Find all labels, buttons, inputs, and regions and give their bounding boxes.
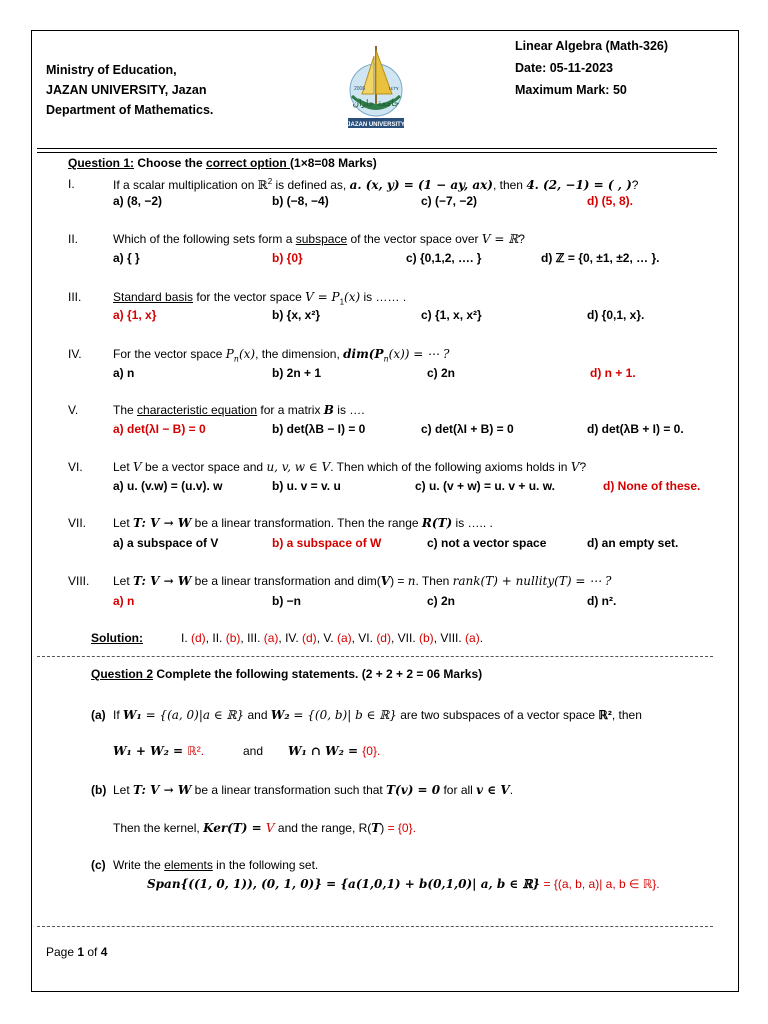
- part-a-answers: W₁ + W₂ = ℝ².: [113, 744, 205, 758]
- option-b: b) {x, x²}: [272, 308, 321, 322]
- institution-block: [46, 60, 213, 120]
- option-b: b) 2n + 1: [272, 366, 322, 380]
- option-d: d) ℤ = {0, ±1, ±2, … }.: [541, 251, 660, 265]
- logo-year-right: ١٤٢٧: [388, 86, 399, 92]
- exam-page: [31, 30, 739, 992]
- question-1-label: Question 1:: [68, 156, 135, 170]
- option-b: b) −n: [272, 594, 301, 608]
- option-a: a) a subspace of V: [113, 536, 219, 550]
- item-number: V.: [68, 403, 79, 417]
- option-c: c) {0,1,2, …. }: [406, 251, 482, 265]
- part-b-statement: Let T: V → W be a linear transformation such that T(v) = 0 for all v ∈ V.: [113, 783, 514, 797]
- option-b-correct: b) {0}: [272, 251, 303, 265]
- section-divider-bottom: [37, 926, 713, 927]
- maximum-mark: Maximum Mark: 50: [515, 83, 627, 97]
- option-c: c) 2n: [427, 366, 456, 380]
- page-number: Page 1 of 4: [46, 945, 108, 959]
- option-c: c) (−7, −2): [421, 194, 478, 208]
- university-logo: [340, 40, 412, 136]
- item-stem: Let T: V → W be a linear transformation. Then the range R(T) is ….. .: [113, 516, 493, 530]
- header-rule-2: [37, 152, 717, 153]
- course-info-block: [515, 35, 668, 101]
- item-stem: For the vector space $P_n(x)$, the dimension, $dim(P_n(x))$ = ⋯ ?: [113, 347, 450, 364]
- part-a-intersection: W₁ ∩ W₂ = {0}.: [288, 744, 381, 758]
- option-c: c) 2n: [427, 594, 456, 608]
- logo-caption: JAZAN UNIVERSITY: [347, 122, 405, 128]
- option-b: b) (−8, −4): [272, 194, 329, 208]
- logo-arabic-text: جامعة جازان: [352, 99, 400, 109]
- option-c: c) det(λI + B) = 0: [421, 422, 514, 436]
- part-b-answers: Then the kernel, Ker(T) = V and the range, R(T) = {0}.: [113, 821, 416, 835]
- and-word: and: [243, 744, 264, 758]
- course-title: Linear Algebra (Math-326): [515, 39, 669, 53]
- option-b-correct: b) a subspace of W: [272, 536, 382, 550]
- option-d-correct: d) n + 1.: [590, 366, 636, 380]
- question-1-heading: Question 1: Choose the correct option (1×8=08 Marks): [68, 156, 377, 170]
- item-number: VII.: [68, 516, 87, 530]
- item-stem: The characteristic equation for a matrix B is ….: [113, 403, 365, 417]
- university-line: JAZAN UNIVERSITY, Jazan: [46, 83, 207, 97]
- item-stem: Which of the following sets form a subspace of the vector space over V = ℝ?: [113, 232, 525, 246]
- item-stem: Let T: V → W be a linear transformation and dim(V) = n. Then rank(T) + nullity(T) = ⋯ ?: [113, 574, 612, 588]
- logo-year-left: 2006: [354, 86, 366, 92]
- solution-answers: I. (d), II. (b), III. (a), IV. (d), V. (a), VI. (d), VII. (b), VIII. (a).: [181, 631, 484, 645]
- option-c: c) not a vector space: [427, 536, 547, 550]
- item-stem: If a scalar multiplication on ℝ$^2$ is defined as, a. (x, y) = (1 − ay, ax), then 4. (2, −1) = ( , )?: [113, 177, 639, 192]
- section-divider: [37, 656, 713, 657]
- option-c: c) u. (v + w) = u. v + u. w.: [415, 479, 555, 493]
- option-d: d) {0,1, x}.: [587, 308, 645, 322]
- option-b: b) u. v = v. u: [272, 479, 341, 493]
- option-b: b) det(λB − I) = 0: [272, 422, 366, 436]
- option-c: c) {1, x, x²}: [421, 308, 482, 322]
- option-d-correct: d) (5, 8).: [587, 194, 634, 208]
- ministry-line: Ministry of Education,: [46, 63, 177, 77]
- option-a: a) n: [113, 366, 135, 380]
- option-a: a) u. (v.w) = (u.v). w: [113, 479, 223, 493]
- option-d: d) det(λB + I) = 0.: [587, 422, 684, 436]
- item-number: VIII.: [68, 574, 90, 588]
- item-number: IV.: [68, 347, 82, 361]
- part-a-statement: If W₁ = {(a, 0)|a ∈ ℝ} and W₂ = {(0, b)| b ∈ ℝ} are two subspaces of a vector space ℝ², then: [113, 708, 642, 722]
- option-d: d) n².: [587, 594, 617, 608]
- item-stem: Standard basis for the vector space $V = P_1(x)$ is …… .: [113, 290, 407, 307]
- question-2-heading: Question 2 Complete the following statements. (2 + 2 + 2 = 06 Marks): [91, 667, 483, 681]
- part-a-label: (a): [91, 708, 106, 722]
- item-number: I.: [68, 177, 75, 191]
- option-a-correct: a) {1, x}: [113, 308, 157, 322]
- item-stem: Let V be a vector space and u, v, w ∈ V. Then which of the following axioms holds in V?: [113, 460, 587, 474]
- item-number: VI.: [68, 460, 83, 474]
- part-c-label: (c): [91, 858, 106, 872]
- question-2-label: Question 2: [91, 667, 154, 681]
- option-a: a) { }: [113, 251, 140, 265]
- part-c-statement: Write the elements in the following set.: [113, 858, 319, 872]
- option-a-correct: a) det(λI − B) = 0: [113, 422, 206, 436]
- correct-option-text: correct option: [206, 156, 291, 170]
- item-number: III.: [68, 290, 82, 304]
- department-line: Department of Mathematics.: [46, 103, 214, 117]
- exam-date: Date: 05-11-2023: [515, 61, 613, 75]
- part-c-span-answer: Span{((1, 0, 1)), (0, 1, 0)} = {a(1,0,1) + b(0,1,0)| a, b ∈ ℝ} = {(a, b, a)| a, b ∈ ℝ}.: [147, 877, 660, 891]
- part-b-label: (b): [91, 783, 107, 797]
- solution-label: Solution:: [91, 631, 143, 645]
- jazan-university-emblem: [340, 40, 412, 136]
- option-d: d) an empty set.: [587, 536, 679, 550]
- option-a-correct: a) n: [113, 594, 135, 608]
- option-a: a) (8, −2): [113, 194, 163, 208]
- header-rule-1: [37, 148, 717, 149]
- option-d-correct: d) None of these.: [603, 479, 701, 493]
- item-number: II.: [68, 232, 79, 246]
